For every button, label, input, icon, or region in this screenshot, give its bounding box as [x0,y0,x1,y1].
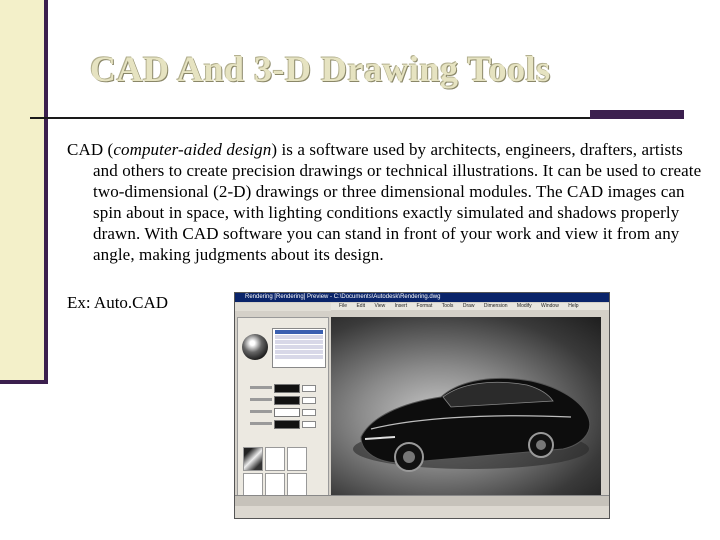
diffuse-row [242,396,322,403]
material-panel [237,317,329,509]
menu-item: Draw [462,303,475,309]
menu-item: Help [568,303,579,309]
slide-title: CAD And 3-D Drawing Tools [90,49,551,89]
autocad-screenshot [234,292,610,519]
side-bar-edge [44,0,48,383]
menu-item: Dimension [483,303,508,309]
material-thumbnail-grid [242,446,324,496]
car-render [331,317,601,495]
cad-label: CAD [67,140,104,159]
screenshot-menubar [331,303,609,310]
body-paragraph [67,139,707,265]
screenshot-window-title: Rendering [Rendering] Preview - C:\Documents\Autodesk\Rendering.dwg [235,293,609,302]
menu-item: Modify [516,303,532,309]
emissive-row [242,420,322,427]
menu-item: Tools [441,303,454,309]
menu-item: Edit [356,303,366,309]
material-preview-sphere [242,334,268,360]
render-viewport [331,317,601,495]
side-bar-bottom-rule [0,380,48,384]
example-line: Ex: Auto.CAD [67,293,169,312]
menu-item: Window [541,303,559,309]
ambient-row [242,384,322,391]
menu-item: Format [416,303,433,309]
material-list [272,328,326,368]
cad-term: computer-aided design [113,140,272,159]
animation-timeline [235,495,609,506]
menu-item: View [374,303,386,309]
title-rule [30,117,684,119]
menu-item: File [339,303,348,309]
paragraph-rest: ) is a software used by architects, engineers, drafters, artists and others to create precision drawings or technical illustrations. It can be used to create two-dimensional (2-D) drawings or three dimensional modules. The CAD images can spin about in space, with lighting conditions exactly simulated and shadows properly drawn. With CAD software you can stand in front of your work and view it from any angle, making judgments about its design. [93,140,702,264]
menu-item: Insert [394,303,408,309]
screenshot-status-bar [235,506,609,518]
screenshot-toolbar [235,303,331,311]
specular-row [242,408,322,415]
side-bar-decoration [0,0,47,383]
title-rule-accent [590,110,684,119]
open-paren: ( [103,140,114,159]
